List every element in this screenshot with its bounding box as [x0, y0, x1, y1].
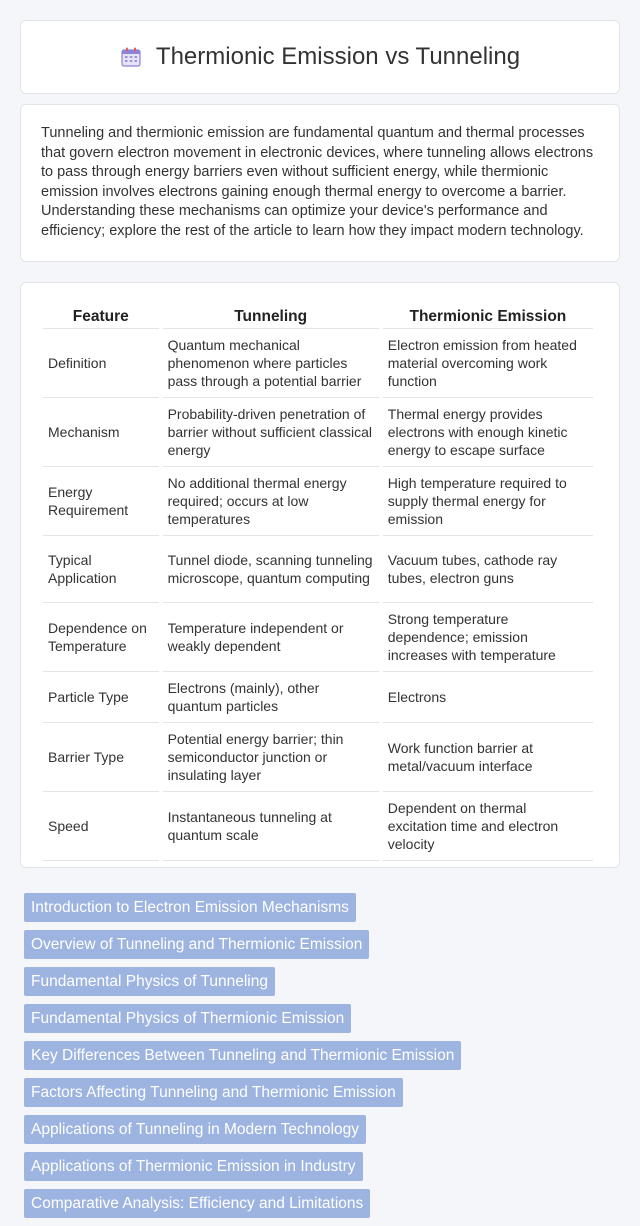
- intro-card: [20, 104, 620, 262]
- cell-feature: Typical Application: [43, 536, 159, 603]
- table-row: [43, 536, 593, 603]
- topic-link[interactable]: Key Differences Between Tunneling and Thermionic Emission: [24, 1041, 461, 1070]
- cell-tunneling: Instantaneous tunneling at quantum scale: [163, 792, 379, 861]
- cell-thermionic: Dependent on thermal excitation time and electron velocity: [383, 792, 593, 861]
- cell-tunneling: Quantum mechanical phenomenon where particles pass through a potential barrier: [163, 329, 379, 398]
- table-row: [43, 603, 593, 672]
- comparison-table-card: [20, 282, 620, 868]
- topic-links: [24, 893, 624, 1226]
- header-feature: Feature: [43, 295, 159, 329]
- header-card: [20, 20, 620, 94]
- header-tunneling: Tunneling: [163, 295, 379, 329]
- calendar-icon: [120, 46, 142, 68]
- cell-feature: Definition: [43, 329, 159, 398]
- page-title: Thermionic Emission vs Tunneling: [155, 43, 521, 70]
- table-row: [43, 792, 593, 861]
- topic-link[interactable]: Applications of Tunneling in Modern Technology: [24, 1115, 366, 1144]
- cell-thermionic: Electrons: [383, 672, 593, 723]
- cell-tunneling: Temperature independent or weakly dependent: [163, 603, 379, 672]
- cell-tunneling: No additional thermal energy required; occurs at low temperatures: [163, 467, 379, 536]
- cell-feature: Dependence on Temperature: [43, 603, 159, 672]
- topic-link[interactable]: Applications of Thermionic Emission in Industry: [24, 1152, 363, 1181]
- cell-thermionic: Electron emission from heated material overcoming work function: [383, 329, 593, 398]
- table-row: [43, 467, 593, 536]
- topic-link[interactable]: Comparative Analysis: Efficiency and Limitations: [24, 1189, 370, 1218]
- intro-text: Tunneling and thermionic emission are fundamental quantum and thermal processes that govern electron movement in electronic devices, where tunneling allows electrons to pass through energy barriers even without sufficient energy, while thermionic emission involves electrons gaining enough thermal energy to overcome a barrier. Understanding these mechanisms can optimize your device's performance and efficiency; explore the rest of the article to learn how they impact modern technology.: [41, 125, 594, 239]
- cell-thermionic: Work function barrier at metal/vacuum interface: [383, 723, 593, 792]
- cell-thermionic: Thermal energy provides electrons with enough kinetic energy to escape surface: [383, 398, 593, 467]
- table-row: [43, 329, 593, 398]
- table-header-row: [43, 295, 593, 329]
- cell-feature: Mechanism: [43, 398, 159, 467]
- cell-thermionic: Vacuum tubes, cathode ray tubes, electron guns: [383, 536, 593, 603]
- topic-link[interactable]: Introduction to Electron Emission Mechanisms: [24, 893, 356, 922]
- table-row: [43, 723, 593, 792]
- cell-tunneling: Potential energy barrier; thin semiconductor junction or insulating layer: [163, 723, 379, 792]
- topic-link[interactable]: Fundamental Physics of Tunneling: [24, 967, 275, 996]
- cell-thermionic: High temperature required to supply thermal energy for emission: [383, 467, 593, 536]
- cell-tunneling: Electrons (mainly), other quantum particles: [163, 672, 379, 723]
- cell-tunneling: Tunnel diode, scanning tunneling microscope, quantum computing: [163, 536, 379, 603]
- topic-link[interactable]: Overview of Tunneling and Thermionic Emission: [24, 930, 369, 959]
- comparison-table: [39, 295, 597, 861]
- header-thermionic: Thermionic Emission: [383, 295, 593, 329]
- table-row: [43, 672, 593, 723]
- topic-link[interactable]: Fundamental Physics of Thermionic Emission: [24, 1004, 351, 1033]
- cell-thermionic: Strong temperature dependence; emission increases with temperature: [383, 603, 593, 672]
- table-row: [43, 398, 593, 467]
- cell-feature: Speed: [43, 792, 159, 861]
- cell-feature: Energy Requirement: [43, 467, 159, 536]
- cell-feature: Barrier Type: [43, 723, 159, 792]
- cell-feature: Particle Type: [43, 672, 159, 723]
- topic-link[interactable]: Factors Affecting Tunneling and Thermionic Emission: [24, 1078, 403, 1107]
- cell-tunneling: Probability-driven penetration of barrier without sufficient classical energy: [163, 398, 379, 467]
